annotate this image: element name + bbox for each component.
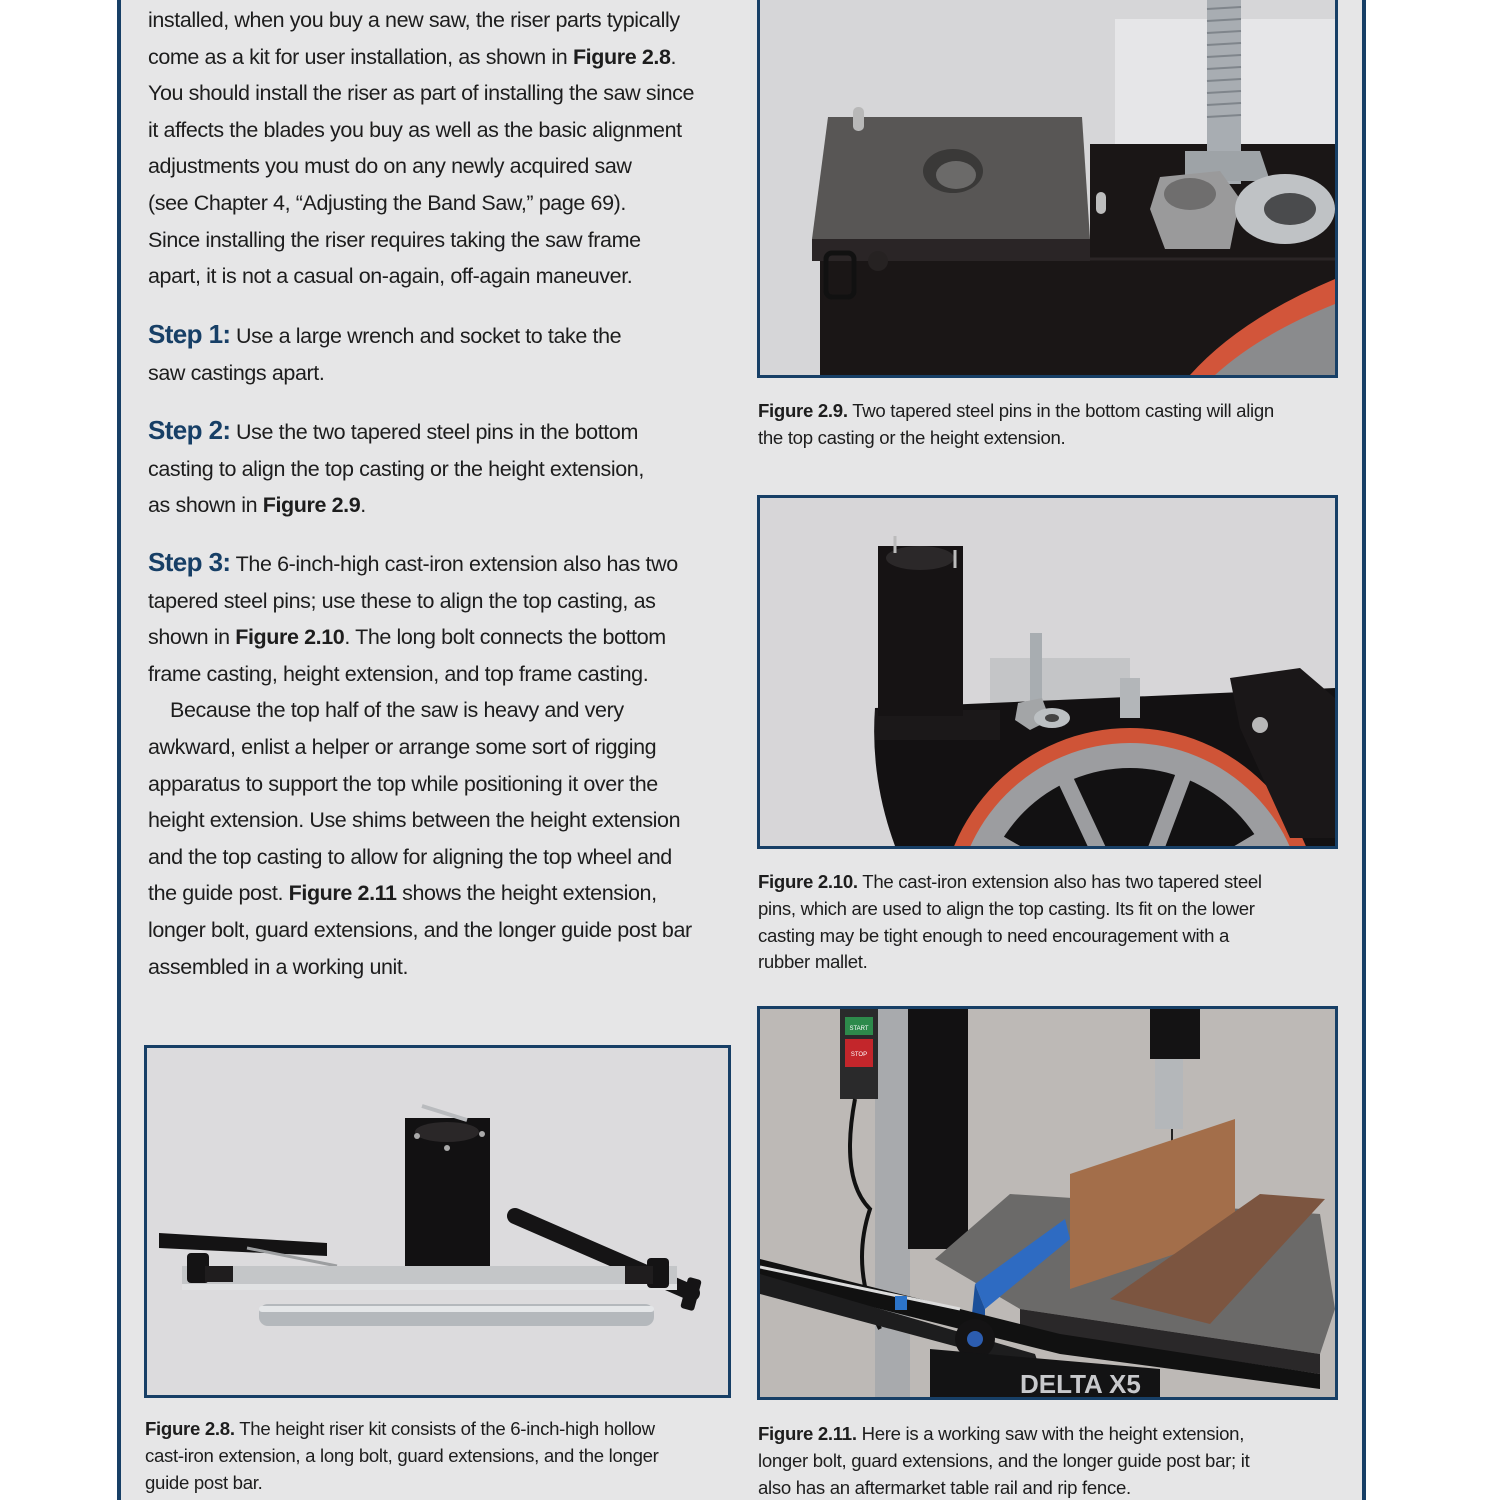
- intro-paragraph: [148, 2, 748, 295]
- start-switch-label: START: [849, 1026, 869, 1032]
- text-line: You should install the riser as part of installing the saw since: [148, 81, 695, 106]
- figure-2-8-caption: Figure 2.8. The height riser kit consists of the 6-inch-high hollow cast-iron extension, a long bolt, guard extensions, and the longer guide post bar.: [145, 1418, 659, 1493]
- figure-reference[interactable]: Figure 2.8: [572, 44, 671, 69]
- figure-2-10-caption: Figure 2.10. The cast-iron extension also has two tapered steel pins, which are used to align the top casting. Its fit on the lower casting may be tight enough to need encouragement with a rubber mallet.: [758, 871, 1262, 973]
- step-label: Step 2:: [148, 415, 231, 445]
- text-line: it affects the blades you buy as well as the basic alignment: [148, 117, 682, 142]
- figure-2-11-caption: Figure 2.11. Here is a working saw with the height extension, longer bolt, guard extensions, and the longer guide post bar; it also has an aftermarket table rail and rip fence.: [758, 1423, 1250, 1498]
- text-line: (see Chapter 4, “Adjusting the Band Saw,” page 69).: [148, 190, 626, 215]
- band-saw-illustration: [760, 1009, 1335, 1397]
- riser-kit-illustration: [147, 1048, 728, 1395]
- figure-2-9-photo: [757, 0, 1338, 378]
- figure-label: Figure 2.9.: [758, 400, 848, 421]
- figure-2-9-caption: Figure 2.9. Two tapered steel pins in the bottom casting will align the top casting or the height extension.: [758, 400, 1274, 448]
- figure-label: Figure 2.10.: [758, 871, 858, 892]
- figure-2-8-photo: [144, 1045, 731, 1398]
- figure-label: Figure 2.11.: [758, 1423, 857, 1444]
- step-label: Step 3:: [148, 547, 231, 577]
- figure-2-11-photo: [757, 1006, 1338, 1400]
- figure-reference[interactable]: Figure 2.9: [262, 493, 361, 518]
- stop-switch-label: STOP: [850, 1052, 868, 1058]
- figure-label: Figure 2.8.: [145, 1418, 235, 1439]
- step-1: Step 1: Use a large wrench and socket to take the saw castings apart.: [148, 319, 622, 385]
- extension-casting-illustration: [760, 498, 1335, 846]
- step-label: Step 1:: [148, 319, 231, 349]
- text-line: apart, it is not a casual on-again, off-again maneuver.: [148, 264, 633, 289]
- text-line: Since installing the riser requires taking the saw frame: [148, 227, 641, 252]
- figure-reference[interactable]: Figure 2.10: [235, 625, 345, 650]
- text-line: installed, when you buy a new saw, the riser parts typically: [148, 8, 680, 32]
- figure-2-10-photo: [757, 495, 1338, 849]
- figure-reference[interactable]: Figure 2.11: [288, 881, 397, 906]
- pins-casting-illustration: [760, 0, 1335, 375]
- step-3: Step 3: The 6-inch-high cast-iron extension also has two tapered steel pins; use these to align the top casting, as shown in Figure 2.10. The long bolt connects the bottom frame casting, height extension, and top frame casting. Because the top half of the saw is heavy and very awkward, enlist a helper or arrange some sort of rigging apparatus to support the top while positioning it over the height extension. Use shims between the height extension and the top casting to allow for aligning the top wheel and the guide post. Figure 2.11 shows the height extension, longer bolt, guard extensions, and the longer guide post bar assembled in a working unit.: [148, 547, 692, 979]
- text-line: come as a kit for user installation, as shown in Figure 2.8.: [148, 44, 677, 69]
- step-2: Step 2: Use the two tapered steel pins in the bottom casting to align the top casting or the height extension, as shown in Figure 2.9.: [148, 415, 644, 518]
- text-line: adjustments you must do on any newly acquired saw: [148, 154, 632, 179]
- brand-logo: DELTA X5: [1020, 1369, 1141, 1397]
